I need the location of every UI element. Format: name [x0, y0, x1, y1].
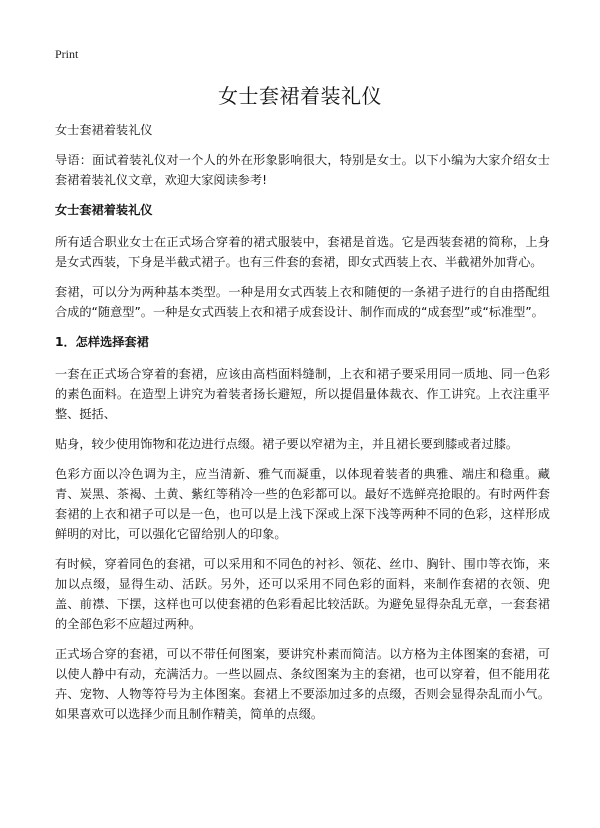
section-heading: 女士套裙着装礼仪: [55, 203, 153, 217]
paragraph-6: 有时候，穿着同色的套裙，可以采用和不同色的衬衫、领花、丝巾、胸针、围巾等衣饰，来加以点缀，显得生动、活跃。另外，还可以采用不同色彩的面料，来制作套裙的衣领、兜盖、前襟、下摆，这样也可以使套裙的色彩看起比较活跃。为避免显得杂乱无章，一套套裙的全部色彩不应超过两种。: [55, 557, 550, 631]
paragraph-2: 套裙，可以分为两种基本类型。一种是用女式西装上衣和随便的一条裙子进行的自由搭配组合成的“随意型”。一种是女式西装上衣和裙子成套设计、制作而成的“成套型”或“标准型”。: [55, 285, 550, 319]
paragraph-1: 所有适合职业女士在正式场合穿着的裙式服装中，套裙是首选。它是西装套裙的简称，上身是女式西装，下身是半截式裙子。也有三件套的套裙，即女式西装上衣、半截裙外加背心。: [55, 235, 550, 269]
article-subtitle: 女士套裙着装礼仪: [55, 123, 153, 137]
article-body: [55, 120, 550, 734]
paragraph-3: 一套在正式场合穿着的套裙，应该由高档面料缝制，上衣和裙子要采用同一质地、同一色彩的素色面料。在造型上讲究为着装者扬长避短，所以提倡量体裁衣、作工讲究。上衣注重平整、挺括、: [55, 367, 550, 421]
paragraph-7: 正式场合穿的套裙，可以不带任何图案，要讲究朴素而简洁。以方格为主体图案的套裙，可以使人静中有动，充满活力。一些以圆点、条纹图案为主的套裙，也可以穿着，但不能用花卉、宠物、人物等符号为主体图案。套裙上不要添加过多的点缀，否则会显得杂乱而小气。如果喜欢可以选择少而且制作精美，简单的点缀。: [55, 647, 550, 721]
intro-paragraph: 导语：面试着装礼仪对一个人的外在形象影响很大，特别是女士。以下小编为大家介绍女士套裙着装礼仪文章，欢迎大家阅读参考!: [55, 153, 550, 187]
print-link[interactable]: Print: [55, 47, 79, 61]
paragraph-4: 贴身，较少使用饰物和花边进行点缀。裙子要以窄裙为主，并且裙长要到膝或者过膝。: [55, 437, 519, 451]
page-title: 女士套裙着装礼仪: [218, 84, 382, 108]
subsection-heading-1: 1．怎样选择套裙: [55, 335, 149, 349]
paragraph-5: 色彩方面以冷色调为主，应当清新、雅气而凝重，以体现着装者的典雅、端庄和稳重。藏青、炭黑、茶褐、土黄、紫红等稍冷一些的色彩都可以。最好不选鲜亮抢眼的。有时两件套套裙的上衣和裙子可以是一色，也可以是上浅下深或上深下浅等两种不同的色彩，这样形成鲜明的对比，可以强化它留给别人的印象。: [55, 467, 550, 541]
